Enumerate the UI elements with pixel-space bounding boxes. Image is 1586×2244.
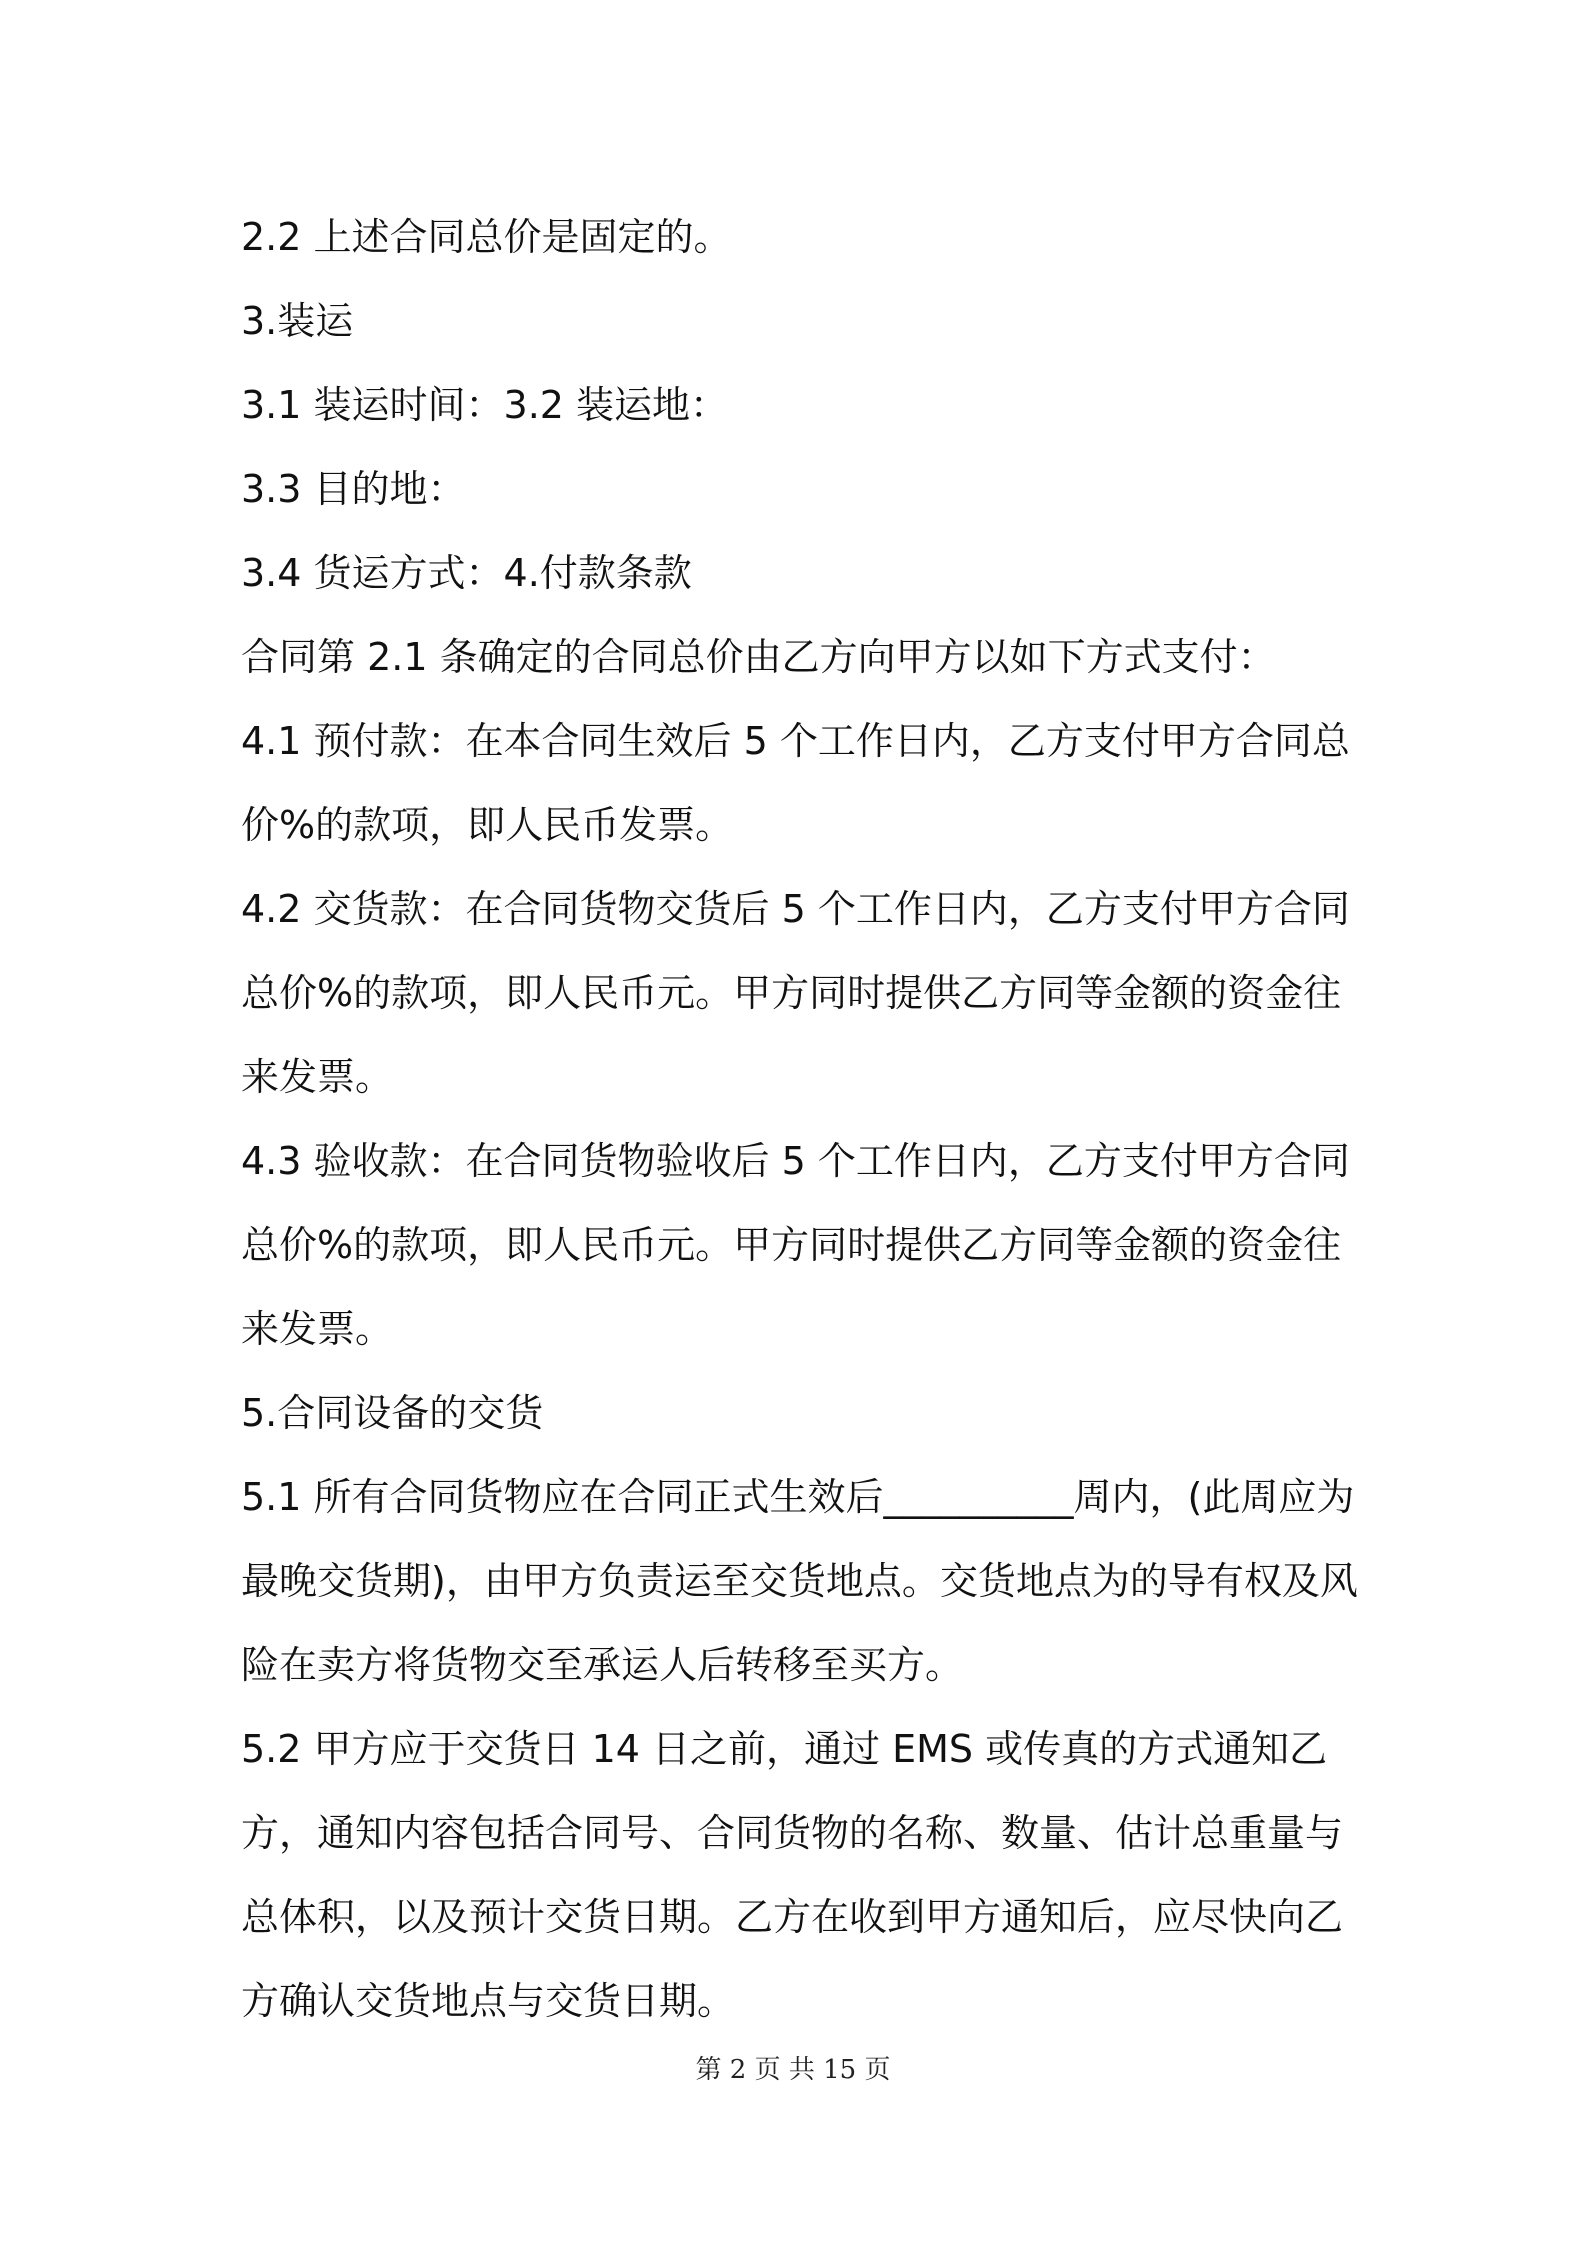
paragraph-4-1: 4.1 预付款：在本合同生效后 5 个工作日内，乙方支付甲方合同总价%的款项，即人民币发票。 bbox=[241, 719, 1350, 847]
paragraph-5-1: 5.1 所有合同货物应在合同正式生效后__________周内，(此周应为最晚交货期)，由甲方负责运至交货地点。交货地点为的导有权及风险在卖方将货物交至承运人后转移至买方。 bbox=[241, 1475, 1358, 1687]
page-number-footer: 第 2 页 共 15 页 bbox=[695, 2055, 891, 2085]
paragraph-4-2: 4.2 交货款：在合同货物交货后 5 个工作日内，乙方支付甲方合同总价%的款项，即人民币元。甲方同时提供乙方同等金额的资金往来发票。 bbox=[241, 887, 1350, 1099]
paragraph-payment-intro: 合同第 2.1 条确定的合同总价由乙方向甲方以如下方式支付： bbox=[241, 635, 1276, 679]
paragraph-2-2: 2.2 上述合同总价是固定的。 bbox=[241, 215, 732, 259]
paragraph-3-1: 3.1 装运时间：3.2 装运地： bbox=[241, 383, 729, 427]
heading-5-delivery: 5.合同设备的交货 bbox=[241, 1391, 544, 1435]
paragraph-4-3: 4.3 验收款：在合同货物验收后 5 个工作日内，乙方支付甲方合同总价%的款项，即人民币元。甲方同时提供乙方同等金额的资金往来发票。 bbox=[241, 1139, 1350, 1351]
heading-3-shipping: 3.装运 bbox=[241, 299, 354, 343]
paragraph-5-2: 5.2 甲方应于交货日 14 日之前，通过 EMS 或传真的方式通知乙方，通知内容包括合同号、合同货物的名称、数量、估计总重量与总体积，以及预计交货日期。乙方在收到甲方通知后，应尽快向乙方确认交货地点与交货日期。 bbox=[241, 1727, 1344, 2023]
paragraph-3-3: 3.3 目的地： bbox=[241, 467, 466, 511]
document-body bbox=[241, 195, 1361, 2043]
paragraph-3-4: 3.4 货运方式：4.付款条款 bbox=[241, 551, 692, 595]
